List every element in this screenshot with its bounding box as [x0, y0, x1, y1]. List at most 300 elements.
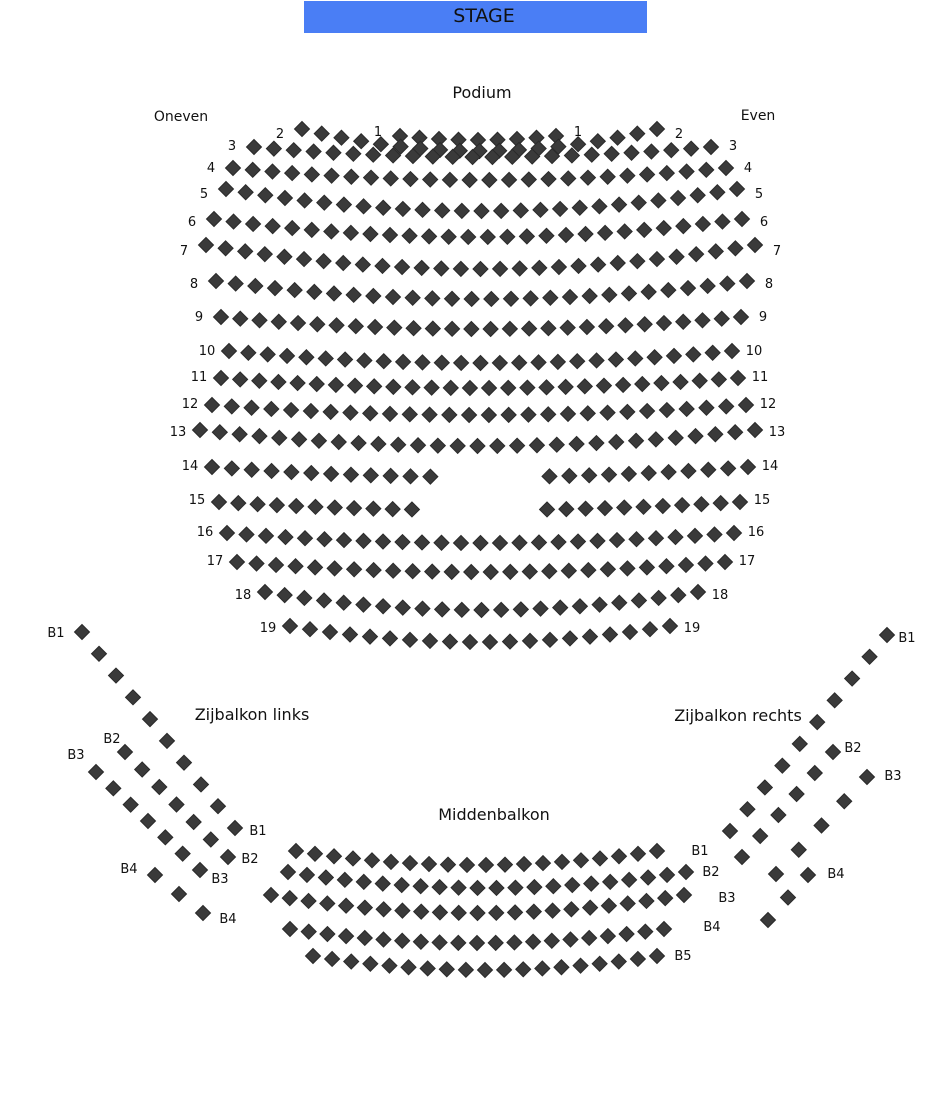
seat[interactable] — [344, 954, 359, 969]
seat[interactable] — [508, 905, 523, 920]
seat[interactable] — [220, 526, 235, 541]
seat[interactable] — [265, 219, 280, 234]
seat[interactable] — [513, 203, 528, 218]
seat[interactable] — [473, 262, 488, 277]
seat[interactable] — [218, 241, 233, 256]
seat[interactable] — [328, 377, 343, 392]
seat[interactable] — [214, 310, 229, 325]
seat[interactable] — [299, 867, 314, 882]
seat[interactable] — [504, 291, 519, 306]
seat[interactable] — [348, 378, 363, 393]
seat[interactable] — [470, 880, 485, 895]
seat[interactable] — [698, 556, 713, 571]
seat[interactable] — [582, 289, 597, 304]
seat[interactable] — [602, 467, 617, 482]
seat[interactable] — [226, 214, 241, 229]
seat[interactable] — [523, 633, 538, 648]
seat[interactable] — [386, 290, 401, 305]
seat[interactable] — [720, 276, 735, 291]
seat[interactable] — [481, 407, 496, 422]
seat[interactable] — [616, 377, 631, 392]
seat[interactable] — [432, 905, 447, 920]
seat[interactable] — [304, 466, 319, 481]
seat[interactable] — [604, 146, 619, 161]
seat[interactable] — [807, 766, 822, 781]
seat[interactable] — [324, 224, 339, 239]
seat[interactable] — [612, 197, 627, 212]
seat[interactable] — [621, 466, 636, 481]
seat[interactable] — [571, 258, 586, 273]
seat[interactable] — [501, 407, 516, 422]
seat[interactable] — [529, 438, 544, 453]
seat[interactable] — [363, 406, 378, 421]
seat[interactable] — [723, 824, 738, 839]
seat[interactable] — [561, 406, 576, 421]
seat[interactable] — [668, 430, 683, 445]
seat[interactable] — [317, 593, 332, 608]
seat[interactable] — [644, 144, 659, 159]
seat[interactable] — [671, 588, 686, 603]
seat[interactable] — [581, 563, 596, 578]
seat[interactable] — [386, 563, 401, 578]
seat[interactable] — [532, 260, 547, 275]
seat[interactable] — [458, 962, 473, 977]
seat[interactable] — [413, 879, 428, 894]
seat[interactable] — [415, 601, 430, 616]
seat[interactable] — [143, 712, 158, 727]
seat[interactable] — [193, 423, 208, 438]
seat[interactable] — [648, 432, 663, 447]
seat[interactable] — [483, 564, 498, 579]
seat[interactable] — [306, 144, 321, 159]
seat[interactable] — [676, 314, 691, 329]
seat[interactable] — [464, 564, 479, 579]
seat[interactable] — [664, 143, 679, 158]
seat[interactable] — [571, 534, 586, 549]
seat[interactable] — [641, 466, 656, 481]
seat[interactable] — [649, 252, 664, 267]
seat[interactable] — [230, 555, 245, 570]
seat[interactable] — [327, 286, 342, 301]
seat[interactable] — [443, 380, 458, 395]
seat[interactable] — [354, 134, 369, 149]
seat[interactable] — [327, 561, 342, 576]
seat[interactable] — [308, 499, 323, 514]
seat[interactable] — [387, 320, 402, 335]
seat[interactable] — [589, 436, 604, 451]
seat[interactable] — [464, 291, 479, 306]
seat[interactable] — [304, 167, 319, 182]
seat[interactable] — [603, 627, 618, 642]
seat[interactable] — [631, 195, 646, 210]
seat[interactable] — [291, 316, 306, 331]
seat[interactable] — [582, 930, 597, 945]
seat[interactable] — [363, 227, 378, 242]
seat[interactable] — [463, 634, 478, 649]
seat[interactable] — [395, 535, 410, 550]
seat[interactable] — [259, 528, 274, 543]
seat[interactable] — [285, 221, 300, 236]
seat[interactable] — [329, 318, 344, 333]
seat[interactable] — [324, 466, 339, 481]
seat[interactable] — [533, 601, 548, 616]
seat[interactable] — [553, 201, 568, 216]
seat[interactable] — [239, 527, 254, 542]
seat[interactable] — [396, 354, 411, 369]
seat[interactable] — [663, 619, 678, 634]
seat[interactable] — [624, 145, 639, 160]
seat[interactable] — [554, 960, 569, 975]
seat[interactable] — [512, 261, 527, 276]
seat[interactable] — [860, 770, 875, 785]
seat[interactable] — [630, 254, 645, 269]
seat[interactable] — [510, 438, 525, 453]
seat[interactable] — [484, 291, 499, 306]
seat[interactable] — [454, 203, 469, 218]
seat[interactable] — [602, 287, 617, 302]
seat[interactable] — [545, 903, 560, 918]
seat[interactable] — [233, 372, 248, 387]
seat[interactable] — [580, 170, 595, 185]
seat[interactable] — [376, 354, 391, 369]
seat[interactable] — [268, 281, 283, 296]
seat[interactable] — [303, 622, 318, 637]
seat[interactable] — [363, 468, 378, 483]
seat[interactable] — [257, 247, 272, 262]
seat[interactable] — [781, 890, 796, 905]
seat[interactable] — [450, 438, 465, 453]
seat[interactable] — [402, 228, 417, 243]
seat[interactable] — [395, 201, 410, 216]
seat[interactable] — [460, 857, 475, 872]
seat[interactable] — [432, 935, 447, 950]
seat[interactable] — [483, 321, 498, 336]
seat[interactable] — [488, 935, 503, 950]
seat[interactable] — [519, 229, 534, 244]
seat[interactable] — [310, 317, 325, 332]
seat[interactable] — [346, 851, 361, 866]
seat[interactable] — [668, 530, 683, 545]
seat[interactable] — [424, 380, 439, 395]
seat[interactable] — [827, 693, 842, 708]
seat[interactable] — [324, 168, 339, 183]
seat[interactable] — [347, 501, 362, 516]
seat[interactable] — [249, 556, 264, 571]
seat[interactable] — [425, 291, 440, 306]
seat[interactable] — [383, 468, 398, 483]
seat[interactable] — [314, 126, 329, 141]
seat[interactable] — [434, 535, 449, 550]
seat[interactable] — [560, 320, 575, 335]
seat[interactable] — [289, 499, 304, 514]
seat[interactable] — [479, 857, 494, 872]
seat[interactable] — [343, 225, 358, 240]
seat[interactable] — [405, 380, 420, 395]
seat[interactable] — [288, 559, 303, 574]
seat[interactable] — [691, 585, 706, 600]
seat[interactable] — [647, 350, 662, 365]
seat[interactable] — [425, 564, 440, 579]
seat[interactable] — [473, 536, 488, 551]
seat[interactable] — [734, 310, 749, 325]
seat[interactable] — [323, 404, 338, 419]
seat[interactable] — [769, 867, 784, 882]
seat[interactable] — [608, 352, 623, 367]
seat[interactable] — [563, 631, 578, 646]
seat[interactable] — [610, 256, 625, 271]
seat[interactable] — [250, 497, 265, 512]
seat[interactable] — [630, 126, 645, 141]
seat[interactable] — [123, 797, 138, 812]
seat[interactable] — [771, 808, 786, 823]
seat[interactable] — [277, 190, 292, 205]
seat[interactable] — [699, 400, 714, 415]
seat[interactable] — [343, 405, 358, 420]
seat[interactable] — [286, 143, 301, 158]
seat[interactable] — [175, 846, 190, 861]
seat[interactable] — [92, 646, 107, 661]
seat[interactable] — [357, 900, 372, 915]
seat[interactable] — [640, 404, 655, 419]
seat[interactable] — [539, 380, 554, 395]
seat[interactable] — [580, 406, 595, 421]
seat[interactable] — [583, 629, 598, 644]
seat[interactable] — [753, 829, 768, 844]
seat[interactable] — [172, 887, 187, 902]
seat[interactable] — [658, 891, 673, 906]
seat[interactable] — [661, 283, 676, 298]
seat[interactable] — [714, 311, 729, 326]
seat[interactable] — [600, 562, 615, 577]
seat[interactable] — [363, 629, 378, 644]
seat[interactable] — [489, 880, 504, 895]
seat[interactable] — [669, 249, 684, 264]
seat[interactable] — [526, 934, 541, 949]
seat[interactable] — [661, 465, 676, 480]
seat[interactable] — [728, 425, 743, 440]
seat[interactable] — [512, 535, 527, 550]
seat[interactable] — [733, 495, 748, 510]
seat[interactable] — [532, 535, 547, 550]
seat[interactable] — [563, 290, 578, 305]
seat[interactable] — [583, 900, 598, 915]
seat[interactable] — [414, 260, 429, 275]
seat[interactable] — [435, 602, 450, 617]
seat[interactable] — [336, 256, 351, 271]
seat[interactable] — [295, 122, 310, 137]
seat[interactable] — [320, 896, 335, 911]
seat[interactable] — [367, 379, 382, 394]
seat[interactable] — [244, 462, 259, 477]
seat[interactable] — [612, 849, 627, 864]
seat[interactable] — [641, 284, 656, 299]
seat[interactable] — [629, 433, 644, 448]
seat[interactable] — [264, 463, 279, 478]
seat[interactable] — [283, 619, 298, 634]
seat[interactable] — [564, 902, 579, 917]
seat[interactable] — [636, 499, 651, 514]
seat[interactable] — [551, 260, 566, 275]
seat[interactable] — [248, 278, 263, 293]
seat[interactable] — [199, 238, 214, 253]
seat[interactable] — [383, 631, 398, 646]
seat[interactable] — [357, 930, 372, 945]
seat[interactable] — [520, 380, 535, 395]
seat[interactable] — [503, 564, 518, 579]
seat[interactable] — [307, 284, 322, 299]
seat[interactable] — [415, 535, 430, 550]
seat[interactable] — [589, 353, 604, 368]
seat[interactable] — [346, 146, 361, 161]
seat[interactable] — [309, 377, 324, 392]
seat[interactable] — [451, 880, 466, 895]
seat[interactable] — [454, 355, 469, 370]
seat[interactable] — [303, 404, 318, 419]
seat[interactable] — [523, 291, 538, 306]
seat[interactable] — [224, 461, 239, 476]
seat[interactable] — [221, 850, 236, 865]
seat[interactable] — [347, 562, 362, 577]
seat[interactable] — [727, 526, 742, 541]
seat[interactable] — [600, 929, 615, 944]
seat[interactable] — [684, 141, 699, 156]
seat[interactable] — [498, 857, 513, 872]
seat[interactable] — [708, 244, 723, 259]
seat[interactable] — [474, 204, 489, 219]
seat[interactable] — [219, 182, 234, 197]
seat[interactable] — [403, 172, 418, 187]
seat[interactable] — [711, 372, 726, 387]
seat[interactable] — [414, 904, 429, 919]
seat[interactable] — [391, 437, 406, 452]
seat[interactable] — [371, 436, 386, 451]
seat[interactable] — [473, 356, 488, 371]
seat[interactable] — [542, 469, 557, 484]
seat[interactable] — [269, 557, 284, 572]
seat[interactable] — [334, 130, 349, 145]
seat[interactable] — [401, 960, 416, 975]
seat[interactable] — [789, 787, 804, 802]
seat[interactable] — [386, 379, 401, 394]
seat[interactable] — [671, 190, 686, 205]
seat[interactable] — [531, 355, 546, 370]
seat[interactable] — [631, 846, 646, 861]
seat[interactable] — [741, 460, 756, 475]
seat[interactable] — [489, 905, 504, 920]
seat[interactable] — [337, 872, 352, 887]
seat[interactable] — [337, 533, 352, 548]
seat[interactable] — [297, 252, 312, 267]
seat[interactable] — [425, 321, 440, 336]
seat[interactable] — [266, 141, 281, 156]
seat[interactable] — [582, 468, 597, 483]
seat[interactable] — [705, 345, 720, 360]
seat[interactable] — [543, 290, 558, 305]
seat[interactable] — [420, 961, 435, 976]
seat[interactable] — [630, 951, 645, 966]
seat[interactable] — [376, 200, 391, 215]
seat[interactable] — [546, 879, 561, 894]
seat[interactable] — [494, 203, 509, 218]
seat[interactable] — [357, 353, 372, 368]
seat[interactable] — [688, 528, 703, 543]
seat[interactable] — [656, 316, 671, 331]
seat[interactable] — [356, 199, 371, 214]
seat[interactable] — [539, 228, 554, 243]
seat[interactable] — [572, 599, 587, 614]
seat[interactable] — [403, 469, 418, 484]
seat[interactable] — [444, 564, 459, 579]
seat[interactable] — [474, 603, 489, 618]
seat[interactable] — [212, 495, 227, 510]
seat[interactable] — [287, 283, 302, 298]
seat[interactable] — [196, 906, 211, 921]
seat[interactable] — [269, 498, 284, 513]
seat[interactable] — [502, 321, 517, 336]
seat[interactable] — [415, 202, 430, 217]
seat[interactable] — [344, 169, 359, 184]
seat[interactable] — [578, 501, 593, 516]
seat[interactable] — [252, 429, 267, 444]
seat[interactable] — [478, 963, 493, 978]
seat[interactable] — [395, 600, 410, 615]
seat[interactable] — [231, 496, 246, 511]
seat[interactable] — [748, 238, 763, 253]
seat[interactable] — [368, 320, 383, 335]
seat[interactable] — [493, 261, 508, 276]
seat[interactable] — [572, 200, 587, 215]
seat[interactable] — [666, 348, 681, 363]
seat[interactable] — [109, 668, 124, 683]
seat[interactable] — [289, 844, 304, 859]
seat[interactable] — [635, 377, 650, 392]
seat[interactable] — [327, 500, 342, 515]
seat[interactable] — [205, 460, 220, 475]
seat[interactable] — [480, 229, 495, 244]
seat[interactable] — [490, 438, 505, 453]
seat[interactable] — [158, 830, 173, 845]
seat[interactable] — [356, 874, 371, 889]
seat[interactable] — [701, 462, 716, 477]
seat[interactable] — [592, 956, 607, 971]
seat[interactable] — [203, 832, 218, 847]
seat[interactable] — [650, 949, 665, 964]
seat[interactable] — [226, 161, 241, 176]
seat[interactable] — [482, 380, 497, 395]
seat[interactable] — [318, 870, 333, 885]
seat[interactable] — [623, 625, 638, 640]
seat[interactable] — [775, 758, 790, 773]
seat[interactable] — [577, 379, 592, 394]
seat[interactable] — [541, 321, 556, 336]
seat[interactable] — [454, 535, 469, 550]
seat[interactable] — [676, 219, 691, 234]
seat[interactable] — [461, 229, 476, 244]
seat[interactable] — [405, 564, 420, 579]
seat[interactable] — [260, 347, 275, 362]
seat[interactable] — [725, 344, 740, 359]
seat[interactable] — [264, 401, 279, 416]
seat[interactable] — [563, 932, 578, 947]
seat[interactable] — [441, 857, 456, 872]
seat[interactable] — [654, 376, 669, 391]
seat[interactable] — [631, 593, 646, 608]
seat[interactable] — [297, 193, 312, 208]
seat[interactable] — [728, 241, 743, 256]
seat[interactable] — [656, 221, 671, 236]
seat[interactable] — [651, 193, 666, 208]
seat[interactable] — [356, 533, 371, 548]
